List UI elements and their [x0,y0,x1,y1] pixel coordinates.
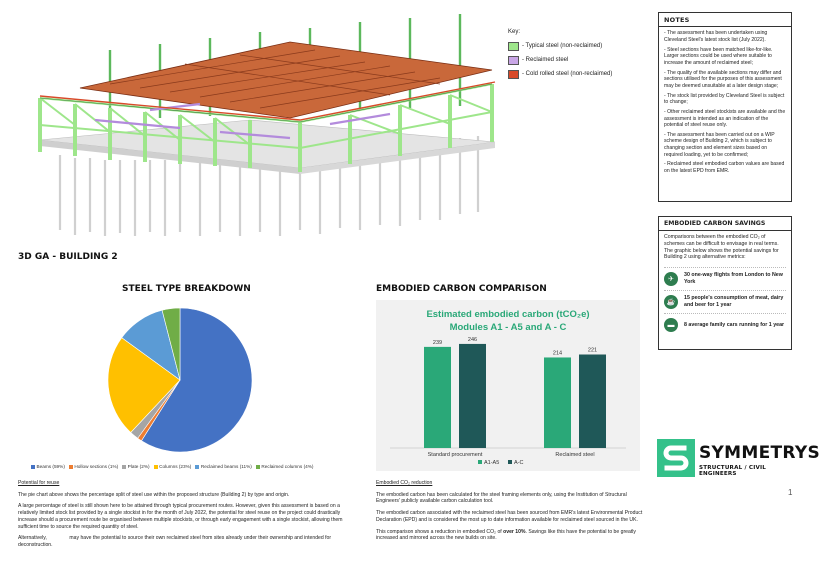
savings-item-cars [664,313,786,336]
page-number: 1 [788,488,793,497]
model-3d-view [0,0,500,240]
category-label: Reclaimed steel [555,452,595,458]
legend-swatch [122,465,126,469]
bar-a1-a5-reclaimed-steel [544,357,571,448]
model-key [508,29,648,81]
note-item: - The stock list provided by Cleveland Steel is subject to change; [664,92,785,106]
legend-swatch [154,465,158,469]
legend-item-hollow-sections [69,464,118,469]
legend-label: Columns (23%) [159,464,192,469]
co2-highlight: over 10% [503,528,526,535]
legend-item-beams [31,464,65,469]
logo-mark-icon [657,439,695,477]
bar-a1-a5-standard-procurement [424,347,451,448]
legend-item-plate [122,464,149,469]
note-item: - The assessment has been undertaken using Cleveland Steel's latest stock list (July 2022). [664,30,768,43]
reuse-paragraph: Alternatively, may have the potential to source their own reclaimed steel from sites already under their ownership and intended for deconstruction. [18,535,333,549]
savings-item-flights [664,267,786,290]
embodied-carbon-bar-chart [376,300,640,471]
model-title: 3D GA - BUILDING 2 [18,252,118,262]
bar-chart-section-title: EMBODIED CARBON COMPARISON [376,284,547,294]
co2-reduction-text-block [376,480,644,547]
co2-paragraph [376,529,644,542]
legend-swatch [478,460,482,464]
logo-name: SYMMETRYS [699,443,820,463]
carbon-savings-panel [658,216,792,350]
pie-chart-title: STEEL TYPE BREAKDOWN [122,284,251,294]
steel-frame-model-image [0,0,500,240]
plane-icon: ✈ [664,272,678,286]
savings-item-text: 8 average family cars running for 1 year [684,321,785,328]
co2-text: . Savings like this have the potential to be greatly increased and mirrored across the new builds on site. [376,528,636,542]
bar-value-label: 246 [467,336,478,343]
bar-a-c-reclaimed-steel [579,355,606,449]
legend-label: Beams (59%) [36,464,65,469]
pie-chart-svg [95,300,265,460]
key-item-typical-steel [508,39,648,53]
legend-swatch [69,465,73,469]
bar-a-c-standard-procurement [459,344,486,448]
savings-item-food [664,290,786,313]
legend-label: A1-A5 [484,460,500,466]
co2-paragraph: The embodied carbon associated with the reclaimed steel has been sourced from EMR's latest Environmental Product Declaration (EPD) and is considered the most up to date information available for reclaimed steel sourced in the UK. [376,510,643,523]
key-title: Key: [508,29,521,35]
note-item: - The assessment has been carried out on a WIP scheme design of Building 2, which is subject to changing section and element sizes based on required loading, yet to be confirmed; [664,131,775,158]
legend-item-columns [154,464,192,469]
reuse-heading: Potential for reuse [18,480,60,486]
logo-subtitle: STRUCTURAL / CIVIL ENGINEERS [699,465,767,477]
food-icon: ☕ [664,295,678,309]
reuse-paragraph: The pie chart above shows the percentage split of steel use within the proposed structure (Building 2) by type and origin. [18,491,290,498]
bar-value-label: 239 [432,339,443,346]
key-label: - Cold rolled steel (non-reclaimed) [522,71,613,77]
savings-intro: Comparisons between the embodied CO₂ of schemes can be difficult to envisage in real terms. The graphic below shows the potential savings for Building 2 using alternative metrics: [664,234,779,261]
note-item: - Other reclaimed steel stockists are available and the assessment is intended as an indication of the potential of steel reuse only. [664,109,786,129]
legend-swatch [195,465,199,469]
note-item: - Steel sections have been matched like-for-like. Larger sections could be used where suitable to increase the amount of reclaimed steel; [664,46,773,66]
bar-value-label: 221 [587,347,598,354]
key-label: - Typical steel (non-reclaimed) [522,43,603,49]
legend-swatch [508,460,512,464]
legend-label: A-C [514,460,524,466]
bar-chart-title-line2: Modules A1 - A5 and A - C [449,322,567,333]
notes-heading: NOTES [659,16,791,27]
steel-type-pie-chart [95,300,265,460]
reclaimed-steel-swatch [508,56,519,65]
notes-panel [658,12,792,202]
savings-item-text: 15 people's consumption of meat, dairy and beer for 1 year [684,295,784,309]
legend-label: Plate (2%) [127,464,150,469]
savings-item-text: 30 one-way flights from London to New York [684,272,783,286]
note-item: - Reclaimed steel embodied carbon values are based on the latest EPD from EMR. [664,161,785,174]
key-item-cold-rolled-steel [508,67,648,81]
legend-item-reclaimed-columns [256,464,314,469]
legend-label: Hollow sections (1%) [74,464,119,469]
bar-chart-title-line1: Estimated embodied carbon (tCO₂e) [426,309,590,320]
cold-rolled-steel-swatch [508,70,519,79]
note-item: - The quality of the available sections may differ and sections utilised for the purposes of this assessment may be deemed unsuitable at a later design stage; [664,69,782,89]
category-label: Standard procurement [427,452,483,458]
co2-paragraph: The embodied carbon has been calculated for the steel framing elements only, using the Institution of Structural Engineers' publicly available carbon calculation tool. [376,491,627,505]
reuse-paragraph: A large percentage of steel is still shown here to be attained through typical procurement routes. However, given this assessment is based on a relatively limited stock list provided by a single stockist in for the month of July 2022, the potential for steel reuse on the project could drastically increase should a procurement route be organised between multiple stockists, or through early engagement with a single stockist, allowing them sufficient time to source the required quantity of steel. [18,503,343,530]
savings-heading: EMBODIED CARBON SAVINGS [659,220,791,231]
bar-chart-svg [376,300,640,471]
co2-text: This comparison shows a reduction in embodied CO₂ of [376,528,504,535]
reuse-text-block [18,480,343,554]
legend-item-reclaimed-beams [195,464,251,469]
legend-label: Reclaimed beams (11%) [200,464,252,469]
car-icon: ▬ [664,318,678,332]
key-label: - Reclaimed steel [522,57,569,63]
co2-heading: Embodied CO₂ reduction [376,480,433,486]
bar-value-label: 214 [552,350,563,357]
legend-label: Reclaimed columns (4%) [261,464,314,469]
typical-steel-swatch [508,42,519,51]
legend-swatch [31,465,35,469]
legend-swatch [256,465,260,469]
company-logo [657,437,820,481]
key-item-reclaimed-steel [508,53,648,67]
pie-legend [31,464,331,469]
